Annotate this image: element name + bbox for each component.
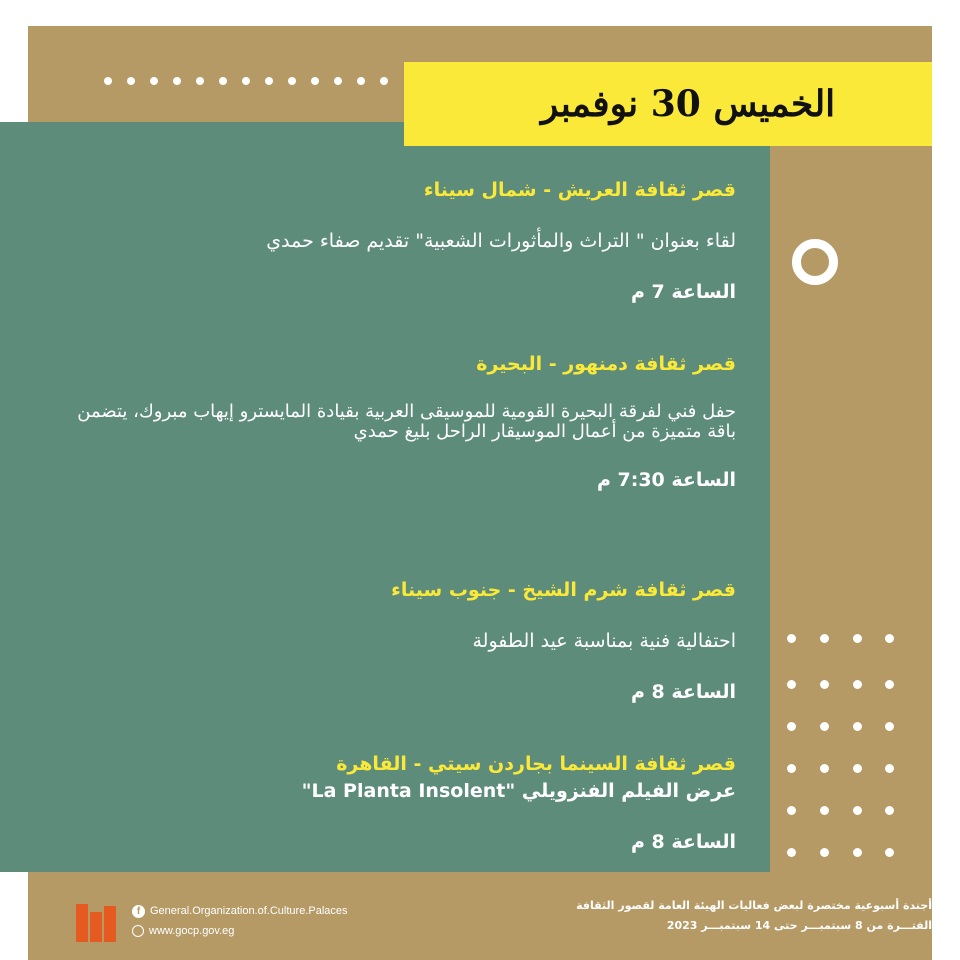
globe-icon — [132, 925, 144, 937]
organization-logo — [76, 900, 118, 942]
event-description: احتفالية فنية بمناسبة عيد الطفولة — [472, 630, 736, 652]
event-item — [76, 752, 736, 854]
date-banner — [404, 62, 932, 146]
footer-contacts — [76, 896, 348, 946]
decorative-ring — [792, 239, 838, 285]
event-time: الساعة 8 م — [630, 831, 736, 853]
agenda-title: أجندة أسبوعية مختصرة لبعض فعاليات الهيئة العامة لقصور الثقافة — [576, 899, 932, 912]
event-item — [46, 352, 736, 492]
event-venue: قصر ثقافة دمنهور - البحيرة — [476, 353, 736, 375]
event-time: الساعة 7:30 م — [596, 469, 736, 491]
footer-agenda — [572, 896, 932, 936]
event-description: حفل فني لفرقة البحيرة القومية للموسيقى العربية بقيادة المايسترو إيهاب مبروك، يتضمن باقة متميزة من أعمال الموسيقار الراحل بليغ حمدي — [77, 401, 736, 442]
event-item — [76, 178, 736, 304]
event-venue: قصر ثقافة العريش - شمال سيناء — [423, 179, 736, 201]
website-link[interactable]: www.gocp.gov.eg — [149, 925, 235, 937]
event-description: عرض الفيلم الفنزويلي "La Planta Insolent" — [301, 780, 736, 802]
event-venue: قصر ثقافة السينما بجاردن سيتي - القاهرة — [336, 753, 736, 775]
facebook-icon: f — [132, 905, 145, 918]
event-time: الساعة 8 م — [630, 681, 736, 703]
decorative-dots-grid — [787, 634, 897, 864]
decorative-dots-row — [104, 74, 389, 88]
event-item — [76, 578, 736, 704]
facebook-link[interactable]: General.Organization.of.Culture.Palaces — [150, 905, 348, 917]
event-venue: قصر ثقافة شرم الشيخ - جنوب سيناء — [391, 579, 736, 601]
event-time: الساعة 7 م — [630, 281, 736, 303]
date-title: الخميس 30 نوفمبر — [540, 83, 836, 125]
event-description: لقاء بعنوان " التراث والمأثورات الشعبية" تقديم صفاء حمدي — [266, 230, 736, 252]
agenda-period: الفتـــرة من 8 سبتمبـــر حتى 14 سبتمبـــر 2023 — [666, 919, 932, 932]
